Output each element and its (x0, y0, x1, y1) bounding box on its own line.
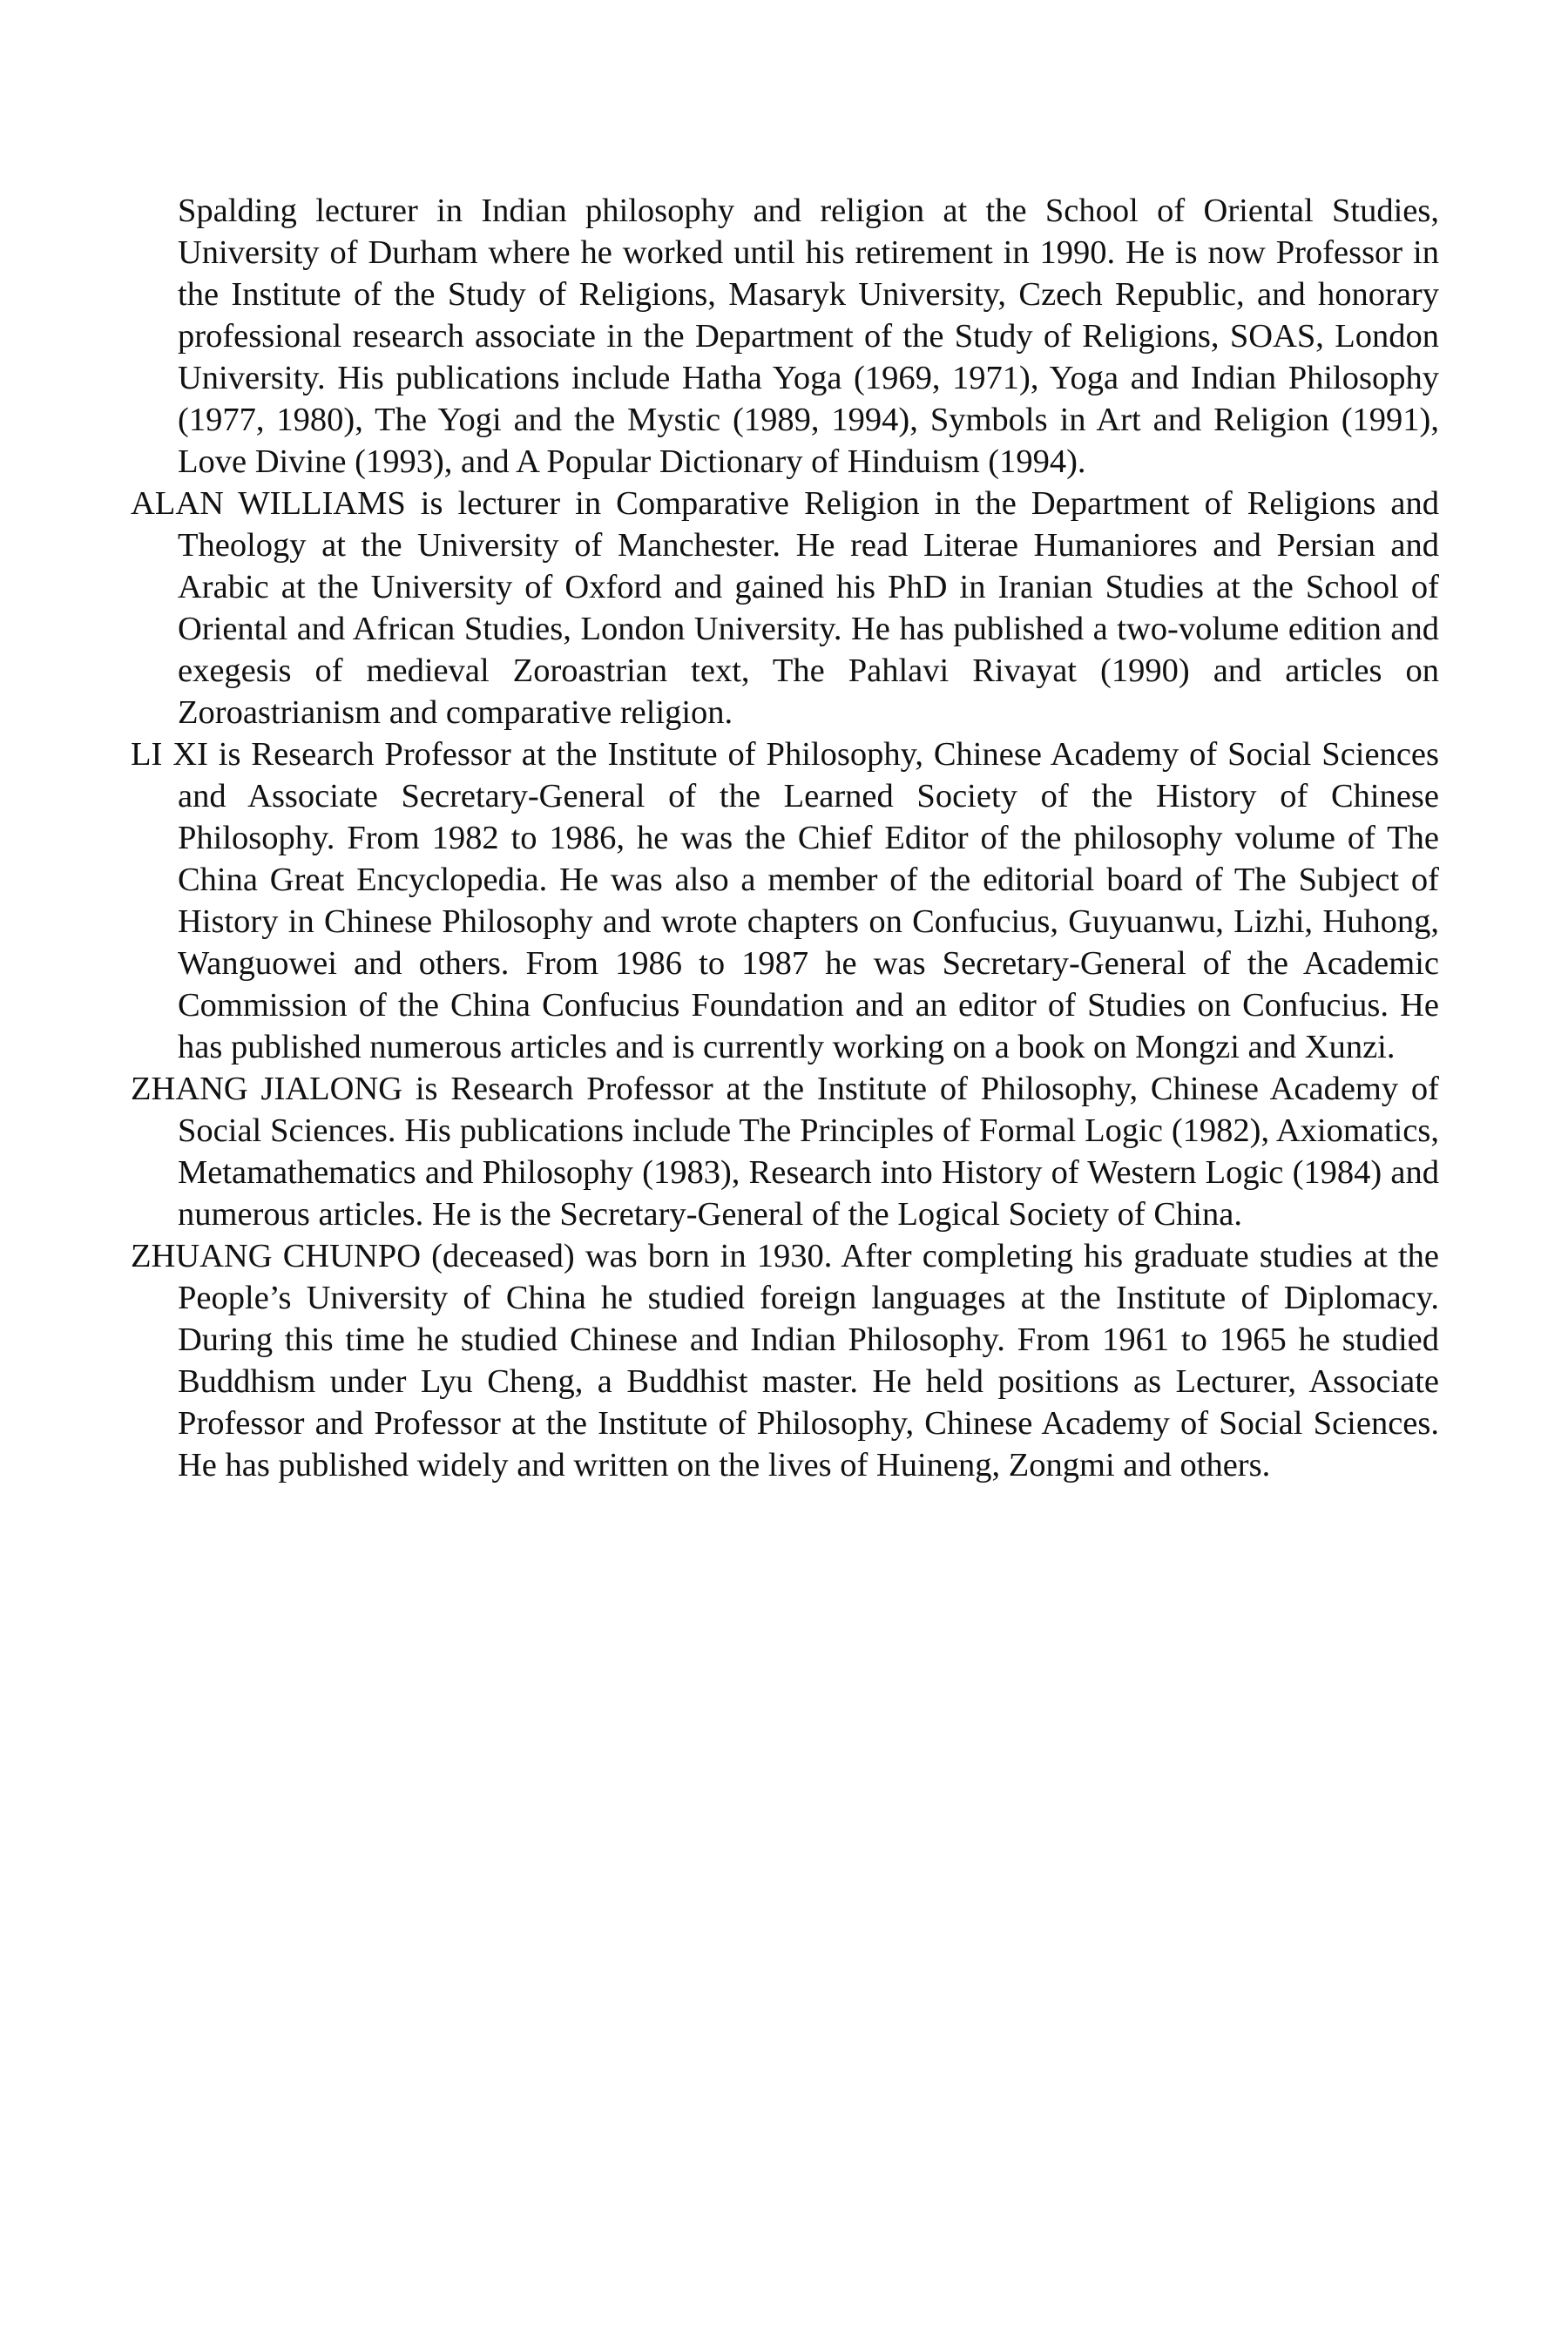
contributor-entry-alan-williams: ALAN WILLIAMS is lecturer in Comparative Religion in the Department of Religions and Theology at the University of Manchester. He read Literae Humaniores and Persian and Arabic at the University of Oxford and gained his PhD in Iranian Studies at the School of Oriental and African Studies, London University. He has published a two-volume edition and exegesis of medieval Zoroastrian text, The Pahlavi Rivayat (1990) and articles on Zoroastrianism and comparative religion. (131, 485, 1439, 731)
contributor-entry-zhuang-chunpo: ZHUANG CHUNPO (deceased) was born in 1930. After completing his graduate studies at the People’s University of China he studied foreign languages at the Institute of Diplomacy. During this time he studied Chinese and Indian Philosophy. From 1961 to 1965 he studied Buddhism under Lyu Cheng, a Buddhist master. He held positions as Lecturer, Associate Professor and Professor at the Institute of Philosophy, Chinese Academy of Social Sciences. He has published widely and written on the lives of Huineng, Zongmi and others. (131, 1238, 1439, 1484)
contributor-entry-continued: Spalding lecturer in Indian philosophy and religion at the School of Oriental Studies, University of Durham where he worked until his retirement in 1990. He is now Professor in the Institute of the Study of Religions, Masaryk University, Czech Republic, and honorary professional research associate in the Department of the Study of Religions, SOAS, London University. His publications include Hatha Yoga (1969, 1971), Yoga and Indian Philosophy (1977, 1980), The Yogi and the Mystic (1989, 1994), Symbols in Art and Religion (1991), Love Divine (1993), and A Popular Dictionary of Hinduism (1994). (178, 193, 1439, 480)
contributors-page (131, 190, 1439, 1486)
contributor-entry-zhang-jialong: ZHANG JIALONG is Research Professor at the Institute of Philosophy, Chinese Academy of Social Sciences. His publications include The Principles of Formal Logic (1982), Axiomatics, Metamathematics and Philosophy (1983), Research into History of Western Logic (1984) and numerous articles. He is the Secretary-General of the Logical Society of China. (131, 1071, 1439, 1233)
contributor-entry-li-xi: LI XI is Research Professor at the Institute of Philosophy, Chinese Academy of Social Sciences and Associate Secretary-General of the Learned Society of the History of Chinese Philosophy. From 1982 to 1986, he was the Chief Editor of the philosophy volume of The China Great Encyclopedia. He was also a member of the editorial board of The Subject of History in Chinese Philosophy and wrote chapters on Confucius, Guyuanwu, Lizhi, Huhong, Wanguowei and others. From 1986 to 1987 he was Secretary-General of the Academic Commission of the China Confucius Foundation and an editor of Studies on Confucius. He has published numerous articles and is currently working on a book on Mongzi and Xunzi. (131, 736, 1439, 1065)
